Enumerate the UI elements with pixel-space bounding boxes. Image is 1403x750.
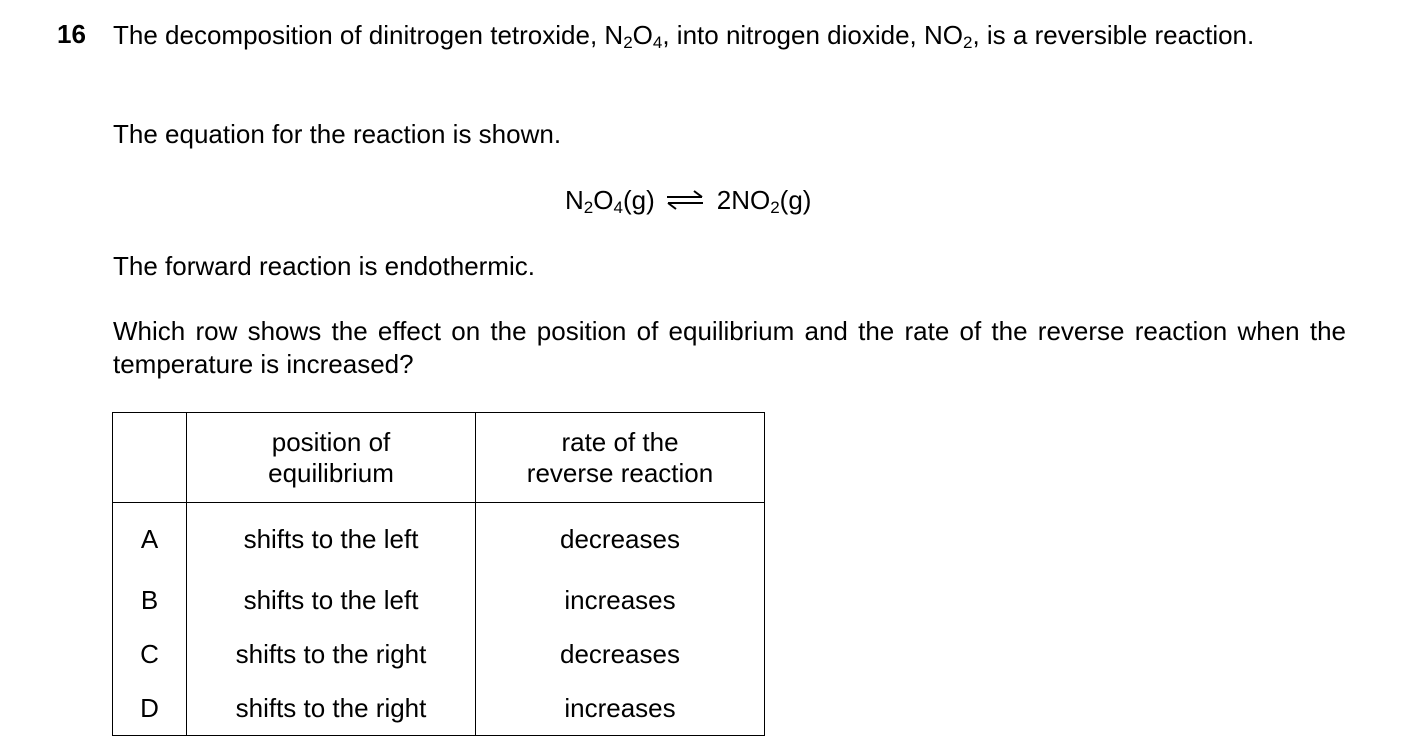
option-letter: C [140,638,159,669]
equilibrium-arrows-icon [665,190,705,210]
option-rate: decreases [476,627,765,681]
header-position [187,413,476,503]
option-rate: increases [476,573,765,627]
option-position: shifts to the right [187,681,476,736]
equation-intro: The equation for the reaction is shown. [113,119,562,149]
table-row [113,681,765,736]
statement: The forward reaction is endothermic. [113,251,535,281]
option-letter: A [140,523,159,554]
table-header-row [113,413,765,503]
header-position-line1: position of [271,426,391,457]
header-rate-line1: rate of the [561,426,679,457]
table-row [113,503,765,574]
option-position: shifts to the left [187,573,476,627]
option-letter: B [140,584,159,615]
option-position: shifts to the right [187,627,476,681]
question-prompt: Which row shows the effect on the position of equilibrium and the rate of the reverse reaction when the temperature is increased? [113,316,1346,379]
option-rate: decreases [476,503,765,574]
option-position: shifts to the left [187,503,476,574]
header-letter-cell [113,413,187,503]
table-row [113,627,765,681]
answer-table [112,412,765,736]
option-letter: D [140,692,159,723]
question-intro: The decomposition of dinitrogen tetroxide, $N_2O_4$, into nitrogen dioxide, $NO_2$, is a reversible reaction. [113,20,1255,52]
header-rate-line2: reverse reaction [526,457,714,488]
question-number: 16 [57,19,86,49]
option-rate: increases [476,681,765,736]
header-rate [476,413,765,503]
table-row [113,573,765,627]
reaction-equation: $N_2O_4(g)$ $2NO_2(g)$ [565,185,812,217]
header-position-line2: equilibrium [268,457,394,488]
